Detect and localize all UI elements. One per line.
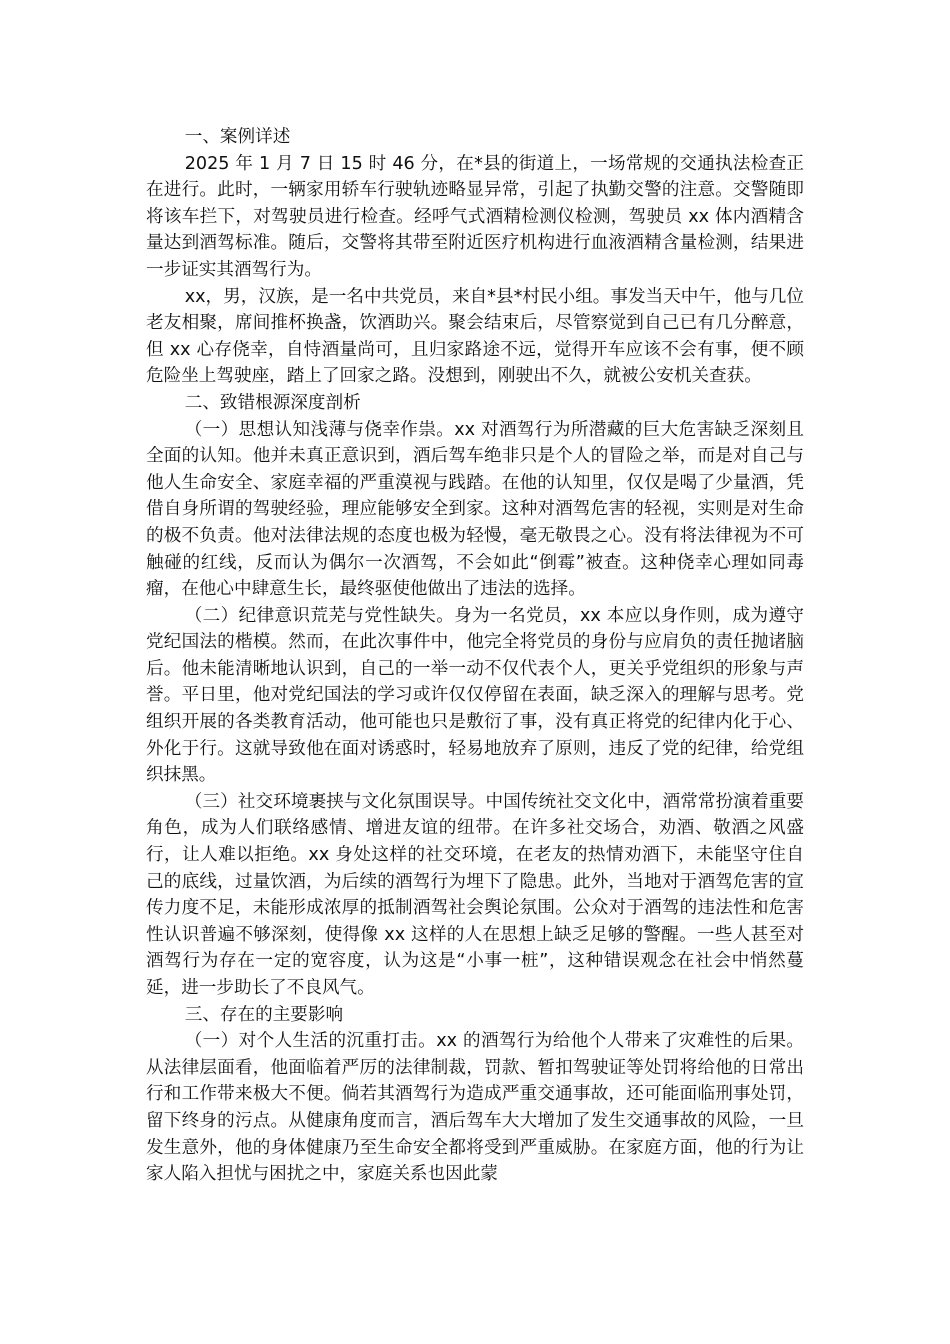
section-heading-root-cause: 二、致错根源深度剖析 [184, 392, 361, 413]
paragraph-case-event: 2025 年 1 月 7 日 15 时 46 分，在*县的街道上，一场常规的交通执法检查正在进行。此时，一辆家用轿车行驶轨迹略显异常，引起了执勤交警的注意。交警随即将该车拦下，对驾驶员进行检查。经呼气式酒精检测仪检测，驾驶员 xx 体内酒精含量达到酒驾标准。随后，交警将其带至附近医疗机构进行血液酒精含量检测，结果进一步证实其酒驾行为。 [146, 153, 804, 280]
section-heading-case-details: 一、案例详述 [184, 127, 291, 147]
paragraph-cause-2: （二）纪律意识荒芜与党性缺失。身为一名党员，xx 本应以身作则，成为遵守党纪国法的楷模。然而，在此次事件中，他完全将党员的身份与应肩负的责任抛诸脑后。他未能清晰地认识到，自己的一举一动不仅代表个人，更关乎党组织的形象与声誉。平日里，他对党纪国法的学习或许仅仅停留在表面，缺乏深入的理解与思考。党组织开展的各类教育活动，他可能也只是敷衍了事，没有真正将党的纪律内化于心、外化于行。这就导致他在面对诱惑时，轻易地放弃了原则，违反了党的纪律，给党组织抹黑。 [146, 605, 804, 786]
document-body [146, 124, 804, 1188]
section-heading-impact: 三、存在的主要影响 [184, 1004, 344, 1025]
paragraph-impact-1: （一）对个人生活的沉重打击。xx 的酒驾行为给他个人带来了灾难性的后果。从法律层面看，他面临着严厉的法律制裁，罚款、暂扣驾驶证等处罚将给他的日常出行和工作带来极大不便。倘若其酒驾行为造成严重交通事故，还可能面临刑事处罚，留下终身的污点。从健康角度而言，酒后驾车大大增加了发生交通事故的风险，一旦发生意外，他的身体健康乃至生命安全都将受到严重威胁。在家庭方面，他的行为让家人陷入担忧与困扰之中，家庭关系也因此蒙 [146, 1031, 804, 1185]
paragraph-case-person: xx，男，汉族，是一名中共党员，来自*县*村民小组。事发当天中午，他与几位老友相聚，席间推杯换盏，饮酒助兴。聚会结束后，尽管察觉到自己已有几分醉意，但 xx 心存侥幸，自恃酒量尚可，且归家路途不远，觉得开车应该不会有事，便不顾危险坐上驾驶座，踏上了回家之路。没想到，刚驶出不久，就被公安机关查获。 [146, 286, 804, 387]
paragraph-cause-1: （一）思想认知浅薄与侥幸作祟。xx 对酒驾行为所潜藏的巨大危害缺乏深刻且全面的认知。他并未真正意识到，酒后驾车绝非只是个人的冒险之举，而是对自己与他人生命安全、家庭幸福的严重漠视与践踏。在他的认知里，仅仅是喝了少量酒，凭借自身所谓的驾驶经验，理应能够安全到家。这种对酒驾危害的轻视，实则是对生命的极不负责。他对法律法规的态度也极为轻慢，毫无敬畏之心。没有将法律视为不可触碰的红线，反而认为偶尔一次酒驾，不会如此“倒霉”被查。这种侥幸心理如同毒瘤，在他心中肆意生长，最终驱使他做出了违法的选择。 [146, 419, 804, 600]
paragraph-cause-3: （三）社交环境裹挟与文化氛围误导。中国传统社交文化中，酒常常扮演着重要角色，成为人们联络感情、增进友谊的纽带。在许多社交场合，劝酒、敬酒之风盛行，让人难以拒绝。xx 身处这样的社交环境，在老友的热情劝酒下，未能坚守住自己的底线，过量饮酒，为后续的酒驾行为埋下了隐患。此外，当地对于酒驾危害的宣传力度不足，未能形成浓厚的抵制酒驾社会舆论氛围。公众对于酒驾的违法性和危害性认识普遍不够深刻，使得像 xx 这样的人在思想上缺乏足够的警醒。一些人甚至对酒驾行为存在一定的宽容度，认为这是“小事一桩”，这种错误观念在社会中悄然蔓延，进一步助长了不良风气。 [146, 791, 804, 998]
